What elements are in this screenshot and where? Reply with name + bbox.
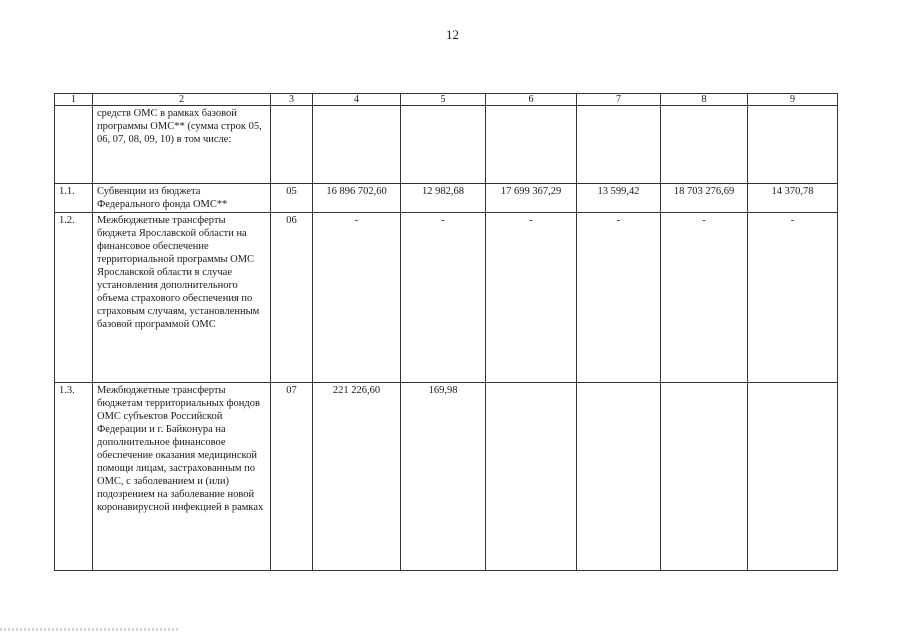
header-cell: 5 xyxy=(401,94,486,106)
row-name: Субвенции из бюджета Федерального фонда ОМС** xyxy=(93,184,271,213)
value-cell: 13 599,42 xyxy=(577,184,661,213)
header-cell: 9 xyxy=(748,94,838,106)
header-cell: 6 xyxy=(486,94,577,106)
table-row xyxy=(55,213,838,383)
table-header-row xyxy=(55,94,838,106)
scan-artifact xyxy=(0,628,180,631)
row-name: средств ОМС в рамках базовой программы ОМС** (сумма строк 05, 06, 07, 08, 09, 10) в том числе: xyxy=(93,106,271,184)
table-row xyxy=(55,184,838,213)
header-cell: 7 xyxy=(577,94,661,106)
row-code xyxy=(271,106,313,184)
value-cell xyxy=(661,106,748,184)
row-number: 1.1. xyxy=(55,184,93,213)
header-cell: 2 xyxy=(93,94,271,106)
page-number: 12 xyxy=(446,27,459,42)
row-name: Межбюджетные трансферты бюджетам территориальных фондов ОМС субъектов Российской Федерации и г. Байконура на дополнительное финансовое обеспечение оказания медицинской помощи лицам, застрахованным по ОМС, с заболеванием и (или) подозрением на заболевание новой коронавирусной инфекцией в рамках xyxy=(93,383,271,571)
table-row xyxy=(55,106,838,184)
value-cell xyxy=(401,106,486,184)
header-cell: 8 xyxy=(661,94,748,106)
value-cell: - xyxy=(748,213,838,383)
value-cell: - xyxy=(401,213,486,383)
value-cell: 221 226,60 xyxy=(313,383,401,571)
value-cell xyxy=(486,383,577,571)
row-number: 1.3. xyxy=(55,383,93,571)
row-number xyxy=(55,106,93,184)
header-cell: 1 xyxy=(55,94,93,106)
value-cell xyxy=(486,106,577,184)
value-cell: 169,98 xyxy=(401,383,486,571)
value-cell: 12 982,68 xyxy=(401,184,486,213)
row-code: 07 xyxy=(271,383,313,571)
value-cell xyxy=(661,383,748,571)
value-cell xyxy=(577,383,661,571)
value-cell: 16 896 702,60 xyxy=(313,184,401,213)
value-cell xyxy=(748,383,838,571)
value-cell xyxy=(577,106,661,184)
value-cell xyxy=(313,106,401,184)
value-cell: - xyxy=(313,213,401,383)
table-row xyxy=(55,383,838,571)
value-cell: - xyxy=(486,213,577,383)
value-cell xyxy=(748,106,838,184)
row-code: 05 xyxy=(271,184,313,213)
row-number: 1.2. xyxy=(55,213,93,383)
header-cell: 4 xyxy=(313,94,401,106)
value-cell: - xyxy=(577,213,661,383)
value-cell: 18 703 276,69 xyxy=(661,184,748,213)
header-cell: 3 xyxy=(271,94,313,106)
row-code: 06 xyxy=(271,213,313,383)
row-name: Межбюджетные трансферты бюджета Ярославской области на финансовое обеспечение территориальной программы ОМС Ярославской области в случае установления дополнительного объема страхового обеспечения по страховым случаям, установленным базовой программой ОМС xyxy=(93,213,271,383)
value-cell: 17 699 367,29 xyxy=(486,184,577,213)
value-cell: - xyxy=(661,213,748,383)
value-cell: 14 370,78 xyxy=(748,184,838,213)
data-table xyxy=(54,93,838,571)
